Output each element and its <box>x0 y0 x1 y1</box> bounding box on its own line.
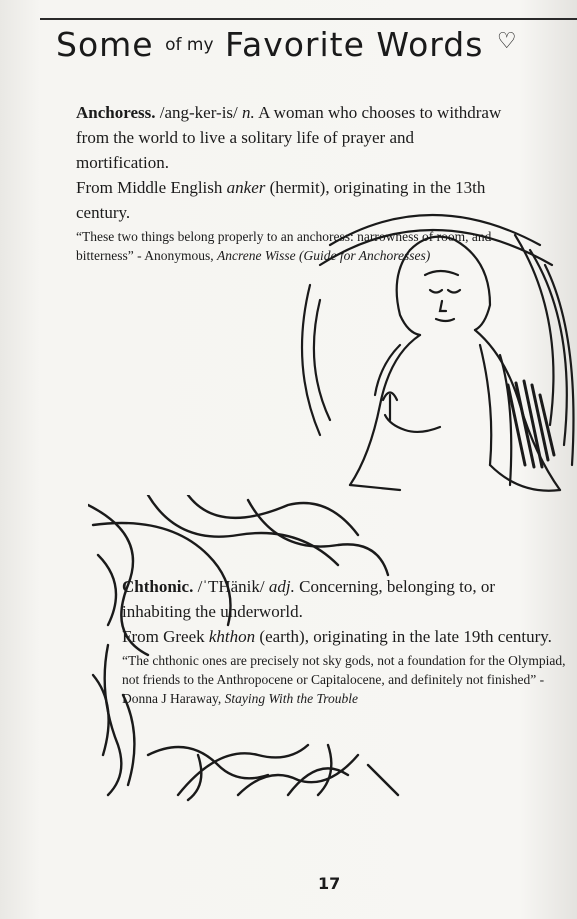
etymology-prefix: From Greek <box>122 627 205 646</box>
definition: A woman who chooses to withdraw from the world to live a solitary life of prayer and mortification. <box>76 103 502 172</box>
etymology-term: anker <box>226 178 266 197</box>
quote-source: Staying With the Trouble <box>224 691 358 706</box>
quote <box>76 227 506 265</box>
etymology-term: khthon <box>208 627 256 646</box>
definition-line <box>76 100 506 175</box>
quote-text: “The chthonic ones are precisely not sky gods, not a foundation for the Olympiad, not friends to the Anthropocene or Capitalocene, and definitely not finished” - Donna J Haraway, <box>122 653 566 706</box>
entry-anchoress <box>76 100 506 265</box>
part-of-speech: adj. <box>268 577 295 596</box>
entry-word: Chthonic. <box>122 577 194 596</box>
etymology-prefix: From Middle English <box>76 178 223 197</box>
entry-chthonic <box>122 574 567 708</box>
quote-text: “These two things belong properly to an anchoress: narrowness of room, and bitterness” - Anonymous, <box>76 229 492 263</box>
quote-source: Ancrene Wisse (Guide for Anchoresses) <box>217 248 431 263</box>
etymology-suffix: (earth), originating in the late 19th century. <box>259 627 552 646</box>
definition-line <box>122 574 567 624</box>
pronunciation: /ang-ker-is/ <box>159 103 238 122</box>
quote <box>122 651 567 708</box>
definition: Concerning, belonging to, or inhabiting the underworld. <box>122 577 496 621</box>
top-rule <box>40 18 577 20</box>
page-number: 17 <box>318 874 341 893</box>
heart-icon: ♡ <box>496 29 518 54</box>
etymology-suffix: (hermit), originating in the 13th century. <box>76 178 486 222</box>
title-part-some: Some <box>56 25 154 64</box>
page-title <box>56 25 576 64</box>
etymology <box>122 624 567 649</box>
part-of-speech: n. <box>242 103 255 122</box>
title-part-of-my: of my <box>165 35 214 55</box>
title-part-favorite-words: Favorite Words <box>225 25 484 64</box>
etymology <box>76 175 506 225</box>
entry-word: Anchoress. <box>76 103 156 122</box>
pronunciation: /ˈTHänik/ <box>197 577 265 596</box>
